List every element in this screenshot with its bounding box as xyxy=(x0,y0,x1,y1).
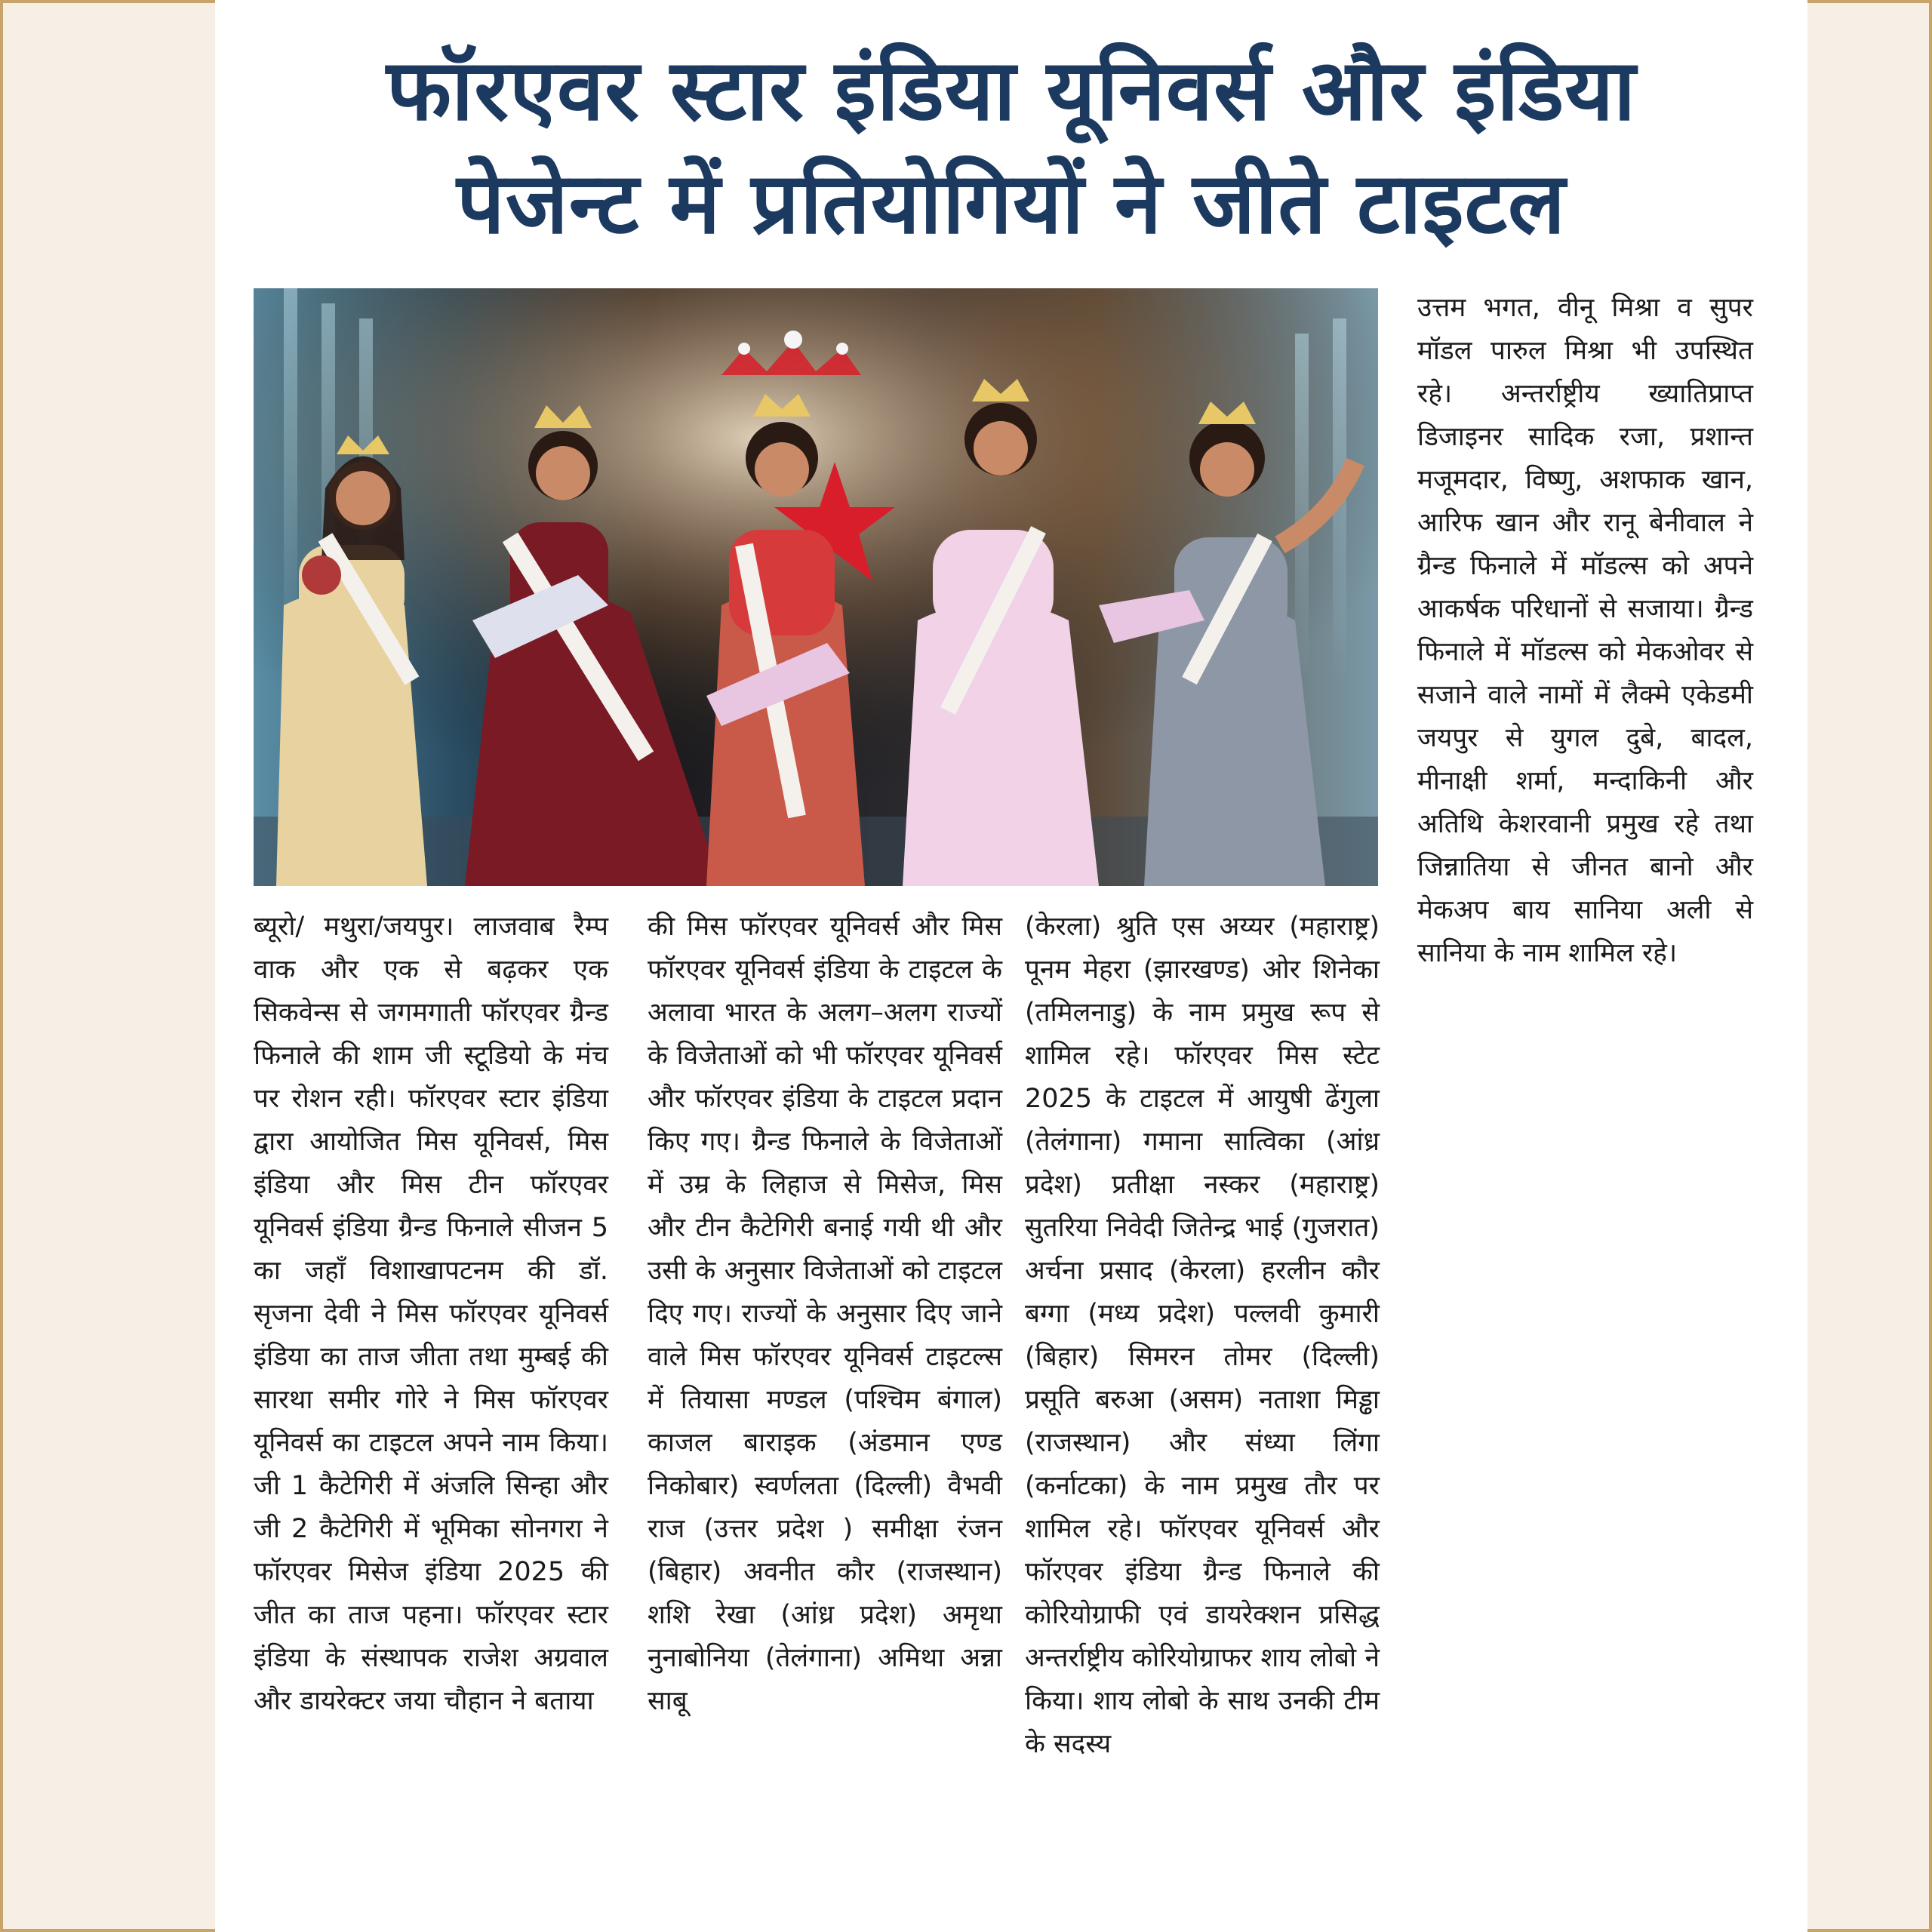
article-paragraph: की मिस फॉरएवर यूनिवर्स और मिस फॉरएवर यूनिवर्स इंडिया के टाइटल के अलावा भारत के अलग–अलग राज्यों के विजेताओं को भी फॉरएवर यूनिवर्स और फॉरएवर इंडिया के टाइटल प्रदान किए गए। ग्रैन्ड फिनाले के विजेताओं में उम्र के लिहाज से मिसेज, मिस और टीन कैटेगिरी बनाई गयी थी और उसी के अनुसार विजेताओं को टाइटल दिए गए। राज्यों के अनुसार दिए जाने वाले मिस फॉरएवर यूनिवर्स टाइटल्स में तियासा मण्डल (पश्चिम बंगाल) काजल बाराइक (अंडमान एण्ड निकोबार) स्वर्णलता (दिल्ली) वैभवी राज (उत्तर प्रदेश ) समीक्षा रंजन (बिहार) अवनीत कौर (राजस्थान) शशि रेखा (आंध्र प्रदेश) अमृथा नुनाबोनिया (तेलंगाना) अमिथा अन्ना साबू xyxy=(648,912,1002,1716)
article-column-3 xyxy=(1025,906,1380,1766)
pageant-winners-photo xyxy=(254,288,1378,886)
article-column-4 xyxy=(1417,287,1753,975)
headline xyxy=(215,34,1807,260)
article-column-2 xyxy=(648,906,1002,1723)
article-column-1 xyxy=(254,906,608,1723)
headline-line-1: फॉरएवर स्टार इंडिया यूनिवर्स और इंडिया xyxy=(386,42,1637,140)
pageant-stage-illustration xyxy=(254,288,1378,886)
headline-line-2: पेजेन्ट में प्रतियोगियों ने जीते टाइटल xyxy=(457,155,1566,253)
article-paragraph: उत्तम भगत, वीनू मिश्रा व सुपर मॉडल पारुल मिश्रा भी उपस्थित रहे। अन्तर्राष्ट्रीय ख्यातिप्राप्त डिजाइनर सादिक रजा, प्रशान्त मजूमदार, विष्णु, अशफाक खान, आरिफ खान और रानू बेनीवाल ने ग्रैन्ड फिनाले में मॉडल्स को अपने आकर्षक परिधानों से सजाया। ग्रैन्ड फिनाले में मॉडल्स को मेकओवर से सजाने वाले नामों में लैक्मे एकेडमी जयपुर से युगल दुबे, बादल, मीनाक्षी शर्मा, मन्दाकिनी और अतिथि केशरवानी प्रमुख रहे तथा जिन्नातिया से जीनत बानो और मेकअप बाय सानिया अली से सानिया के नाम शामिल रहे। xyxy=(1417,293,1753,968)
article-paragraph: (केरला) श्रुति एस अय्यर (महाराष्ट्र) पूनम मेहरा (झारखण्ड) ओर शिनेका (तमिलनाडु) के नाम प्रमुख रूप से शामिल रहे। फॉरएवर मिस स्टेट 2025 के टाइटल में आयुषी ढेंगुला (तेलंगाना) गमाना सात्विका (आंध्र प्रदेश) प्रतीक्षा नस्कर (महाराष्ट्र) सुतरिया निवेदी जितेन्द्र भाई (गुजरात) अर्चना प्रसाद (केरला) हरलीन कौर बग्गा (मध्य प्रदेश) पल्लवी कुमारी (बिहार) सिमरन तोमर (दिल्ली) प्रसूति बरुआ (असम) नताशा मिड्ढा (राजस्थान) और संध्या लिंगा (कर्नाटका) के नाम प्रमुख तौर पर शामिल रहे। फॉरएवर यूनिवर्स और फॉरएवर इंडिया ग्रैन्ड फिनाले की कोरियोग्राफी एवं डायरेक्शन प्रसिद्ध अन्तर्राष्ट्रीय कोरियोग्राफर शाय लोबो ने किया। शाय लोबो के साथ उनकी टीम के सदस्य xyxy=(1025,912,1380,1759)
article-paragraph: ब्यूरो/ मथुरा/जयपुर। लाजवाब रैम्प वाक और एक से बढ़कर एक सिकवेन्स से जगमगाती फॉरएवर ग्रैन्ड फिनाले की शाम जी स्टूडियो के मंच पर रोशन रही। फॉरएवर स्टार इंडिया द्वारा आयोजित मिस यूनिवर्स, मिस इंडिया और मिस टीन फॉरएवर यूनिवर्स इंडिया ग्रैन्ड फिनाले सीजन 5 का जहाँ विशाखापटनम की डॉ. सृजना देवी ने मिस फॉरएवर यूनिवर्स इंडिया का ताज जीता तथा मुम्बई की सारथा समीर गोरे ने मिस फॉरएवर यूनिवर्स का टाइटल अपने नाम किया। जी 1 कैटेगिरी में अंजलि सिन्हा और जी 2 कैटेगिरी में भूमिका सोनगरा ने फॉरएवर मिसेज इंडिया 2025 की जीत का ताज पहना। फॉरएवर स्टार इंडिया के संस्थापक राजेश अग्रवाल और डायरेक्टर जया चौहान ने बताया xyxy=(254,912,608,1716)
